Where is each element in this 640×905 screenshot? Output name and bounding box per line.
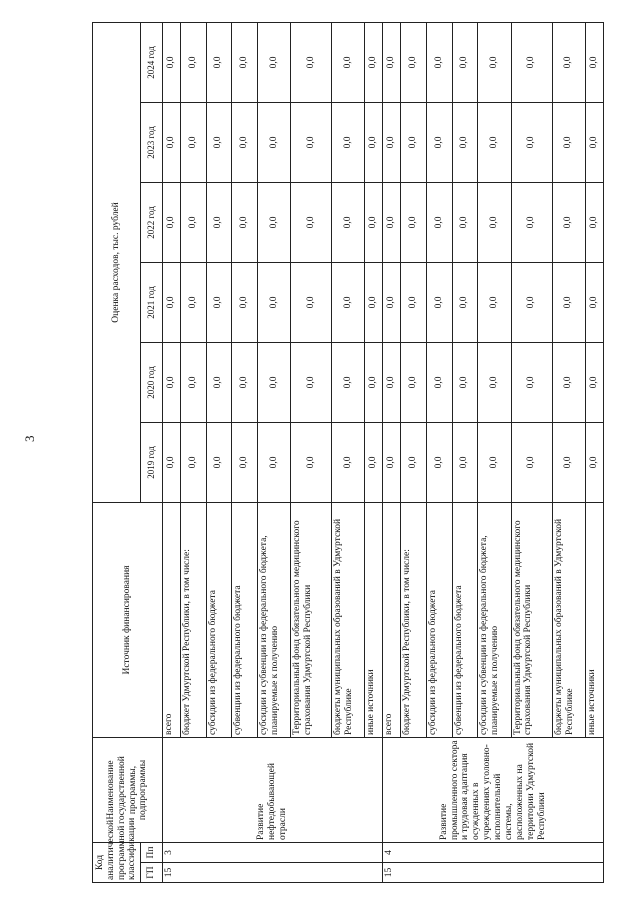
program-name: Развитие промышленного сектора и трудовая адаптация осужденных в учреждениях уголовно-исполнительной системы, расположенных на территории Удмуртской Республики [383, 737, 604, 842]
amount-cell: 0,0 [426, 262, 452, 342]
year-header: 2022 год [141, 182, 163, 262]
amount-cell: 0,0 [383, 262, 401, 342]
amount-cell: 0,0 [232, 342, 258, 422]
amount-cell: 0,0 [426, 342, 452, 422]
amount-cell: 0,0 [291, 342, 332, 422]
amount-cell: 0,0 [332, 22, 365, 102]
amount-cell: 0,0 [163, 262, 181, 342]
amount-cell: 0,0 [257, 102, 290, 182]
year-header: 2023 год [141, 102, 163, 182]
amount-cell: 0,0 [206, 262, 232, 342]
amount-cell: 0,0 [332, 102, 365, 182]
amount-cell: 0,0 [291, 102, 332, 182]
financing-source: бюджеты муниципальных образований в Удмуртской Республике [332, 502, 365, 737]
amount-cell: 0,0 [163, 422, 181, 502]
amount-cell: 0,0 [365, 342, 383, 422]
amount-cell: 0,0 [257, 182, 290, 262]
table-row [383, 22, 401, 882]
amount-cell: 0,0 [585, 262, 603, 342]
year-header: 2024 год [141, 22, 163, 102]
year-header: 2021 год [141, 262, 163, 342]
amount-cell: 0,0 [232, 22, 258, 102]
estimate-header: Оценка расходов, тыс. рублей [93, 22, 141, 502]
amount-cell: 0,0 [365, 182, 383, 262]
amount-cell: 0,0 [585, 102, 603, 182]
amount-cell: 0,0 [511, 342, 552, 422]
amount-cell: 0,0 [180, 422, 206, 502]
amount-cell: 0,0 [332, 182, 365, 262]
amount-cell: 0,0 [232, 422, 258, 502]
financing-source: субсидии из федерального бюджета [426, 502, 452, 737]
gp-code: 15 [383, 863, 604, 883]
amount-cell: 0,0 [163, 342, 181, 422]
amount-cell: 0,0 [478, 102, 511, 182]
financing-source: бюджет Удмуртской Республики, в том числе: [401, 502, 427, 737]
amount-cell: 0,0 [257, 422, 290, 502]
amount-cell: 0,0 [452, 422, 478, 502]
financing-table [92, 22, 604, 883]
amount-cell: 0,0 [401, 342, 427, 422]
financing-source: иные источники [365, 502, 383, 737]
amount-cell: 0,0 [365, 22, 383, 102]
amount-cell: 0,0 [332, 342, 365, 422]
gp-code: 15 [163, 863, 383, 883]
amount-cell: 0,0 [478, 342, 511, 422]
amount-cell: 0,0 [511, 422, 552, 502]
amount-cell: 0,0 [232, 262, 258, 342]
amount-cell: 0,0 [401, 102, 427, 182]
financing-source: бюджет Удмуртской Республики, в том числе: [180, 502, 206, 737]
program-name: Развитие нефтедобывающей отрасли [163, 737, 383, 842]
amount-cell: 0,0 [478, 182, 511, 262]
gp-header: ГП [141, 863, 163, 883]
amount-cell: 0,0 [401, 422, 427, 502]
amount-cell: 0,0 [257, 22, 290, 102]
amount-cell: 0,0 [452, 102, 478, 182]
amount-cell: 0,0 [585, 182, 603, 262]
amount-cell: 0,0 [180, 22, 206, 102]
amount-cell: 0,0 [332, 422, 365, 502]
financing-source: субсидии и субвенции из федерального бюджета, планируемые к получению [478, 502, 511, 737]
name-header: Наименование государственной программы, подпрограммы [93, 737, 163, 842]
financing-source: бюджеты муниципальных образований в Удмуртской Республике [552, 502, 585, 737]
pp-code: 3 [163, 842, 383, 862]
amount-cell: 0,0 [383, 102, 401, 182]
amount-cell: 0,0 [401, 262, 427, 342]
amount-cell: 0,0 [511, 182, 552, 262]
amount-cell: 0,0 [163, 22, 181, 102]
amount-cell: 0,0 [552, 102, 585, 182]
amount-cell: 0,0 [180, 342, 206, 422]
amount-cell: 0,0 [291, 262, 332, 342]
amount-cell: 0,0 [383, 182, 401, 262]
amount-cell: 0,0 [257, 262, 290, 342]
amount-cell: 0,0 [163, 102, 181, 182]
amount-cell: 0,0 [552, 22, 585, 102]
amount-cell: 0,0 [511, 102, 552, 182]
financing-source: всего [383, 502, 401, 737]
amount-cell: 0,0 [452, 22, 478, 102]
amount-cell: 0,0 [383, 342, 401, 422]
amount-cell: 0,0 [206, 422, 232, 502]
amount-cell: 0,0 [552, 342, 585, 422]
amount-cell: 0,0 [206, 102, 232, 182]
amount-cell: 0,0 [452, 262, 478, 342]
financing-source: субвенции из федерального бюджета [232, 502, 258, 737]
amount-cell: 0,0 [401, 22, 427, 102]
amount-cell: 0,0 [365, 262, 383, 342]
amount-cell: 0,0 [401, 182, 427, 262]
financing-source: иные источники [585, 502, 603, 737]
amount-cell: 0,0 [426, 422, 452, 502]
financing-source: субвенции из федерального бюджета [452, 502, 478, 737]
amount-cell: 0,0 [180, 182, 206, 262]
amount-cell: 0,0 [383, 22, 401, 102]
amount-cell: 0,0 [426, 22, 452, 102]
amount-cell: 0,0 [552, 262, 585, 342]
amount-cell: 0,0 [478, 262, 511, 342]
amount-cell: 0,0 [452, 342, 478, 422]
pp-header: Пп [141, 842, 163, 862]
amount-cell: 0,0 [232, 102, 258, 182]
amount-cell: 0,0 [511, 22, 552, 102]
amount-cell: 0,0 [585, 342, 603, 422]
amount-cell: 0,0 [452, 182, 478, 262]
amount-cell: 0,0 [232, 182, 258, 262]
financing-source: Территориальный фонд обязательного медицинского страхования Удмуртской Республики [291, 502, 332, 737]
code-header: Код аналитической программной классификации [93, 842, 141, 882]
amount-cell: 0,0 [478, 422, 511, 502]
amount-cell: 0,0 [511, 262, 552, 342]
amount-cell: 0,0 [291, 422, 332, 502]
pp-code: 4 [383, 842, 604, 862]
amount-cell: 0,0 [180, 262, 206, 342]
amount-cell: 0,0 [365, 422, 383, 502]
amount-cell: 0,0 [206, 22, 232, 102]
amount-cell: 0,0 [291, 182, 332, 262]
financing-source: субсидии и субвенции из федерального бюджета, планируемые к получению [257, 502, 290, 737]
amount-cell: 0,0 [163, 182, 181, 262]
year-header: 2020 год [141, 342, 163, 422]
amount-cell: 0,0 [180, 102, 206, 182]
amount-cell: 0,0 [552, 182, 585, 262]
page-number: 3 [22, 435, 37, 442]
financing-source: Территориальный фонд обязательного медицинского страхования Удмуртской Республики [511, 502, 552, 737]
amount-cell: 0,0 [585, 422, 603, 502]
year-header: 2019 год [141, 422, 163, 502]
table-body [163, 22, 604, 882]
rotated-table-wrapper [92, 23, 604, 883]
financing-source: субсидии из федерального бюджета [206, 502, 232, 737]
amount-cell: 0,0 [332, 262, 365, 342]
amount-cell: 0,0 [383, 422, 401, 502]
amount-cell: 0,0 [291, 22, 332, 102]
amount-cell: 0,0 [585, 22, 603, 102]
amount-cell: 0,0 [478, 22, 511, 102]
amount-cell: 0,0 [426, 182, 452, 262]
financing-source: всего [163, 502, 181, 737]
amount-cell: 0,0 [206, 342, 232, 422]
amount-cell: 0,0 [206, 182, 232, 262]
amount-cell: 0,0 [365, 102, 383, 182]
source-header: Источник финансирования [93, 502, 163, 737]
amount-cell: 0,0 [552, 422, 585, 502]
amount-cell: 0,0 [257, 342, 290, 422]
table-row [163, 22, 181, 882]
amount-cell: 0,0 [426, 102, 452, 182]
